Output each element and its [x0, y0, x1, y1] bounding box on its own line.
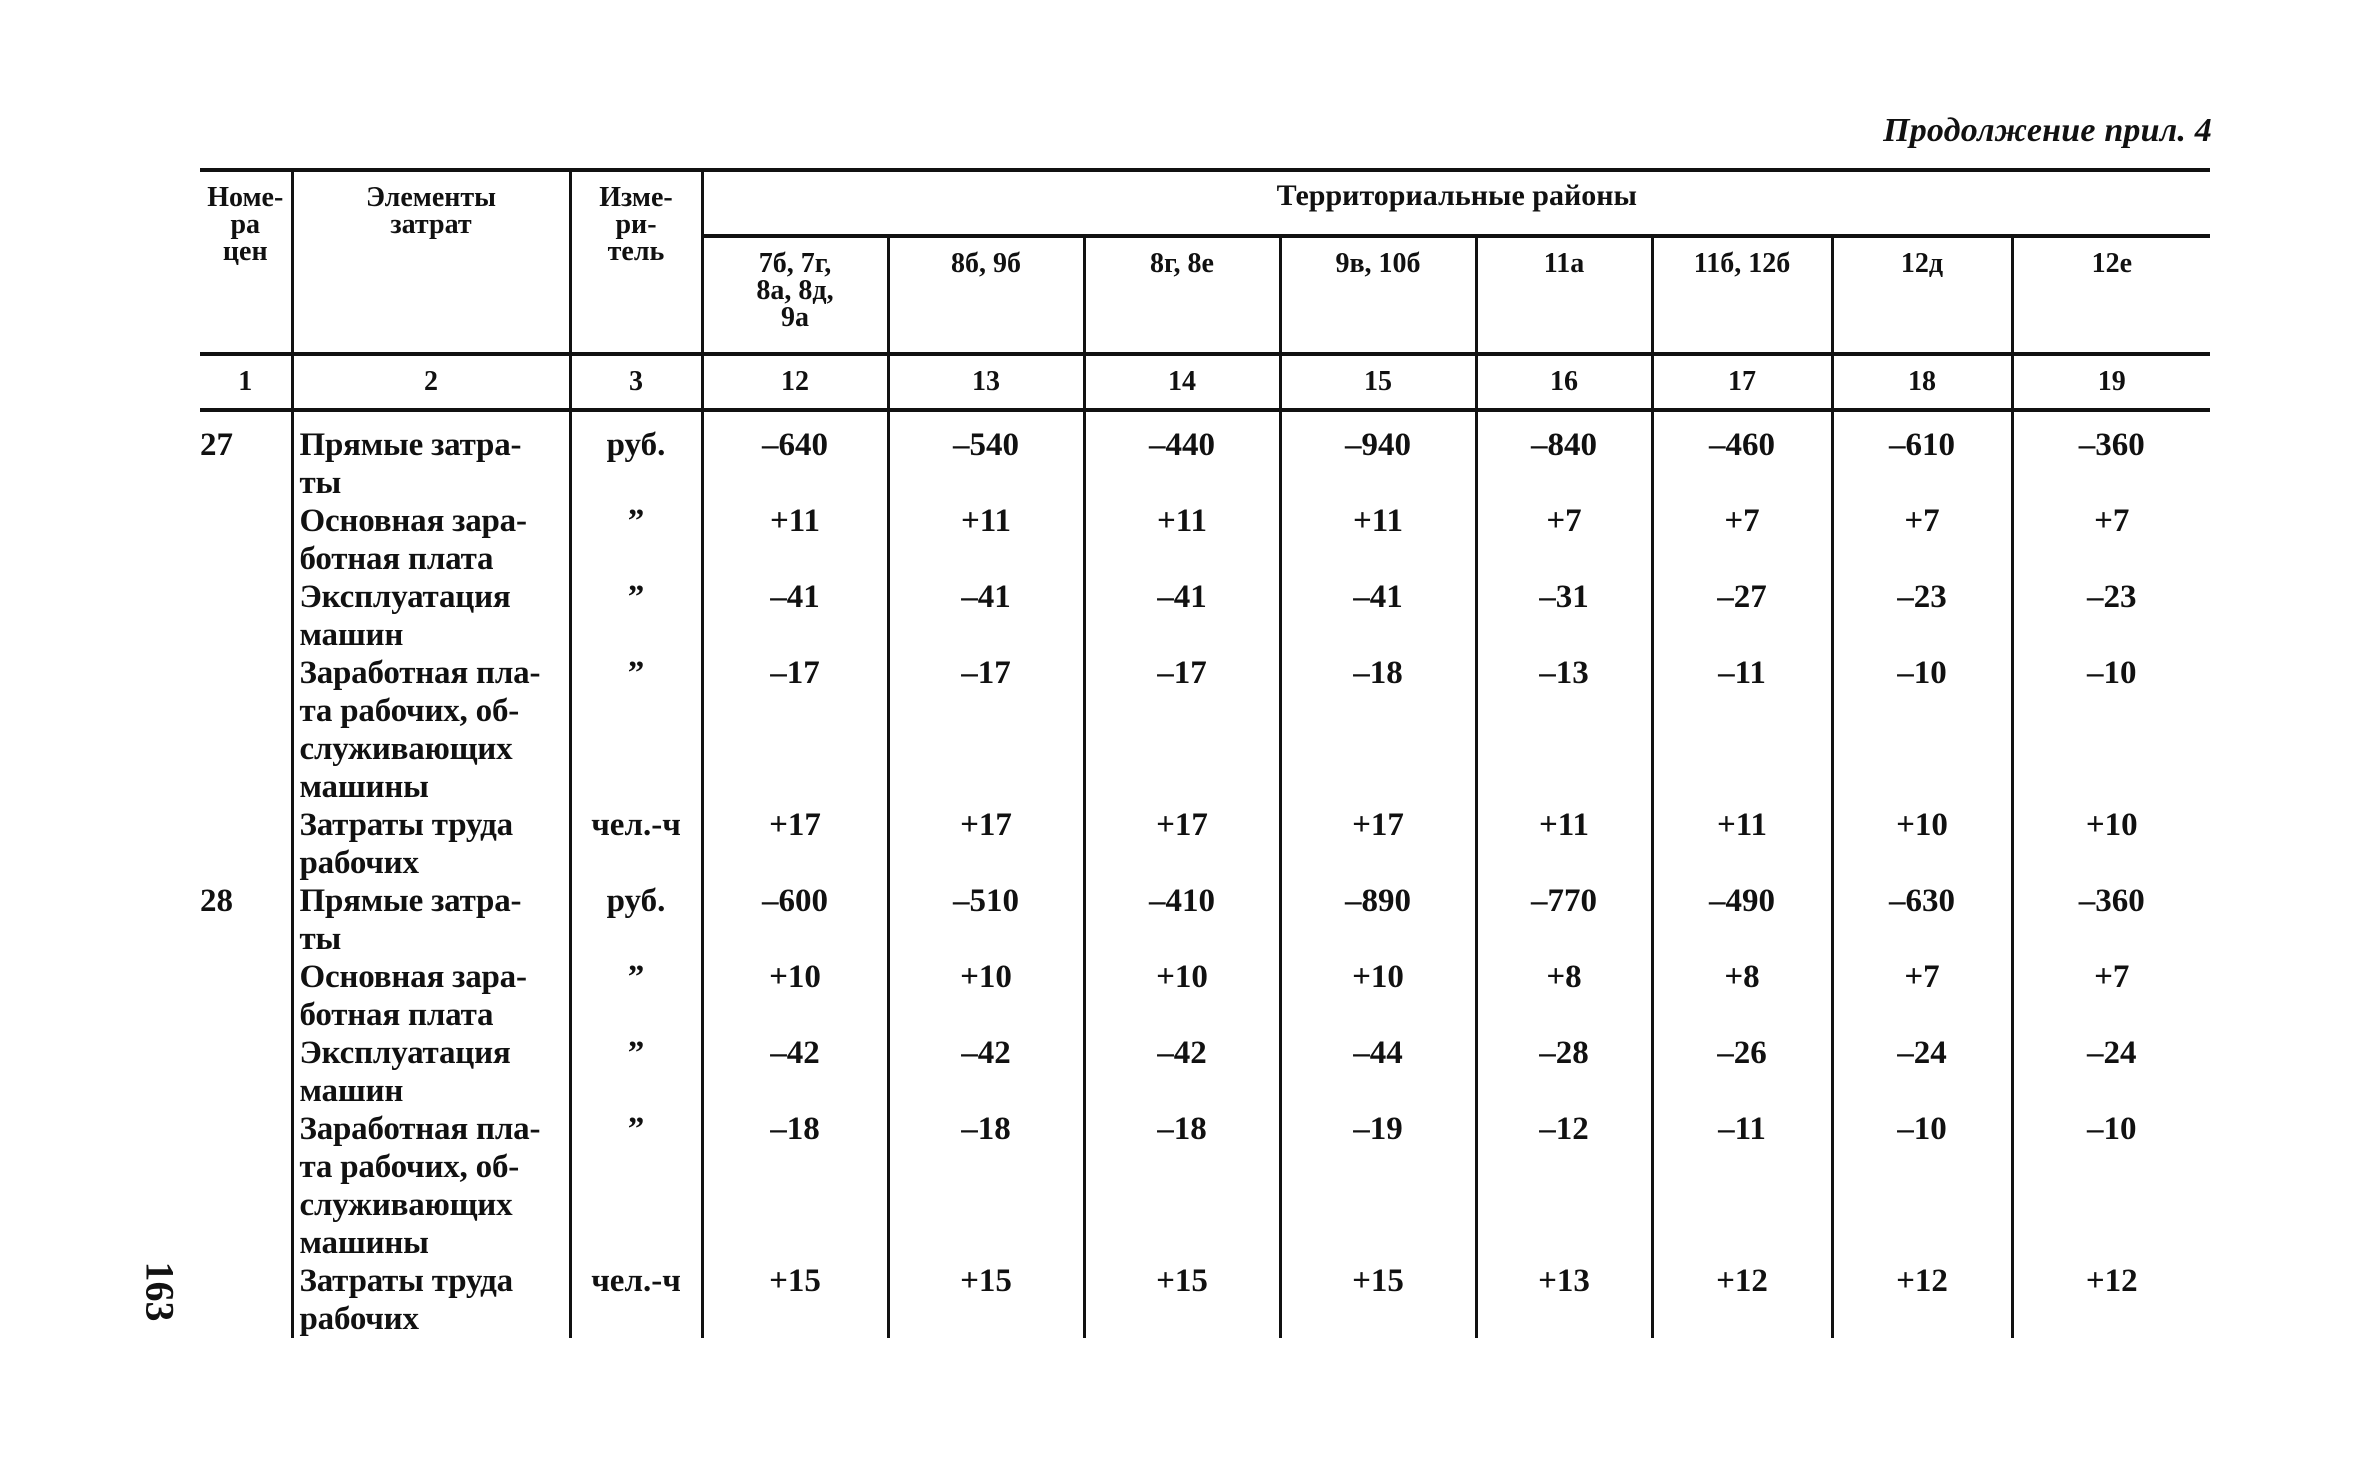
value-cell: –770 [1476, 882, 1652, 958]
value-cell: –940 [1280, 426, 1476, 502]
price-number-cell: 28 [200, 882, 292, 958]
value-cell: +7 [2094, 959, 2130, 995]
value-cell: +11 [1476, 806, 1652, 882]
value-cell: –600 [702, 882, 888, 958]
value-cell: –11 [1652, 1110, 1832, 1262]
header-number-cell: Номе- ра цен [200, 170, 292, 354]
value-cell: –18 [1280, 654, 1476, 806]
value-cell: –41 [702, 578, 888, 654]
table-row [200, 654, 2210, 806]
value-cell: –19 [1280, 1110, 1476, 1262]
price-number-cell [200, 578, 292, 654]
column-number-cell: 19 [2012, 354, 2210, 410]
value-cell: +7 [2094, 503, 2130, 539]
value-cell: +7 [1476, 502, 1652, 578]
unit-cell: чел.-ч [570, 806, 702, 882]
unit-cell: ” [570, 1110, 702, 1262]
unit-cell: чел.-ч [570, 1262, 702, 1338]
value-cell: –18 [888, 1110, 1084, 1262]
value-cell: +11 [1652, 806, 1832, 882]
value-cell: –17 [888, 654, 1084, 806]
table-row [200, 426, 2210, 502]
district-header-cell: 9в, 10б [1280, 236, 1476, 354]
price-number-cell [200, 654, 292, 806]
value-cell: –42 [1084, 1034, 1280, 1110]
value-cell: +17 [1084, 806, 1280, 882]
cost-element-cell: Основная зара- ботная плата [292, 958, 570, 1034]
value-cell: –44 [1280, 1034, 1476, 1110]
value-cell: –10 [1832, 654, 2012, 806]
value-cell: +13 [1476, 1262, 1652, 1338]
value-cell: +12 [1832, 1262, 2012, 1338]
unit-cell: ” [570, 958, 702, 1034]
value-cell: –31 [1476, 578, 1652, 654]
column-number-cell: 17 [1652, 354, 1832, 410]
value-cell: –10 [1832, 1110, 2012, 1262]
price-number-cell [200, 958, 292, 1034]
unit-cell: руб. [570, 426, 702, 502]
value-cell: +17 [1280, 806, 1476, 882]
column-number-cell: 18 [1832, 354, 2012, 410]
value-cell: –640 [702, 426, 888, 502]
column-number-cell: 13 [888, 354, 1084, 410]
cost-element-cell: Прямые затра- ты [292, 426, 570, 502]
value-cell: –24 [2087, 1035, 2137, 1071]
table-row [200, 1110, 2210, 1262]
cost-table [200, 168, 2210, 1338]
value-cell: –41 [1084, 578, 1280, 654]
value-cell: +15 [702, 1262, 888, 1338]
value-cell: –510 [888, 882, 1084, 958]
value-cell: +11 [1084, 502, 1280, 578]
district-header-cell: 11б, 12б [1652, 236, 1832, 354]
value-cell: –26 [1652, 1034, 1832, 1110]
price-number-cell [200, 806, 292, 882]
value-cell: –10 [2087, 1111, 2137, 1147]
value-cell: –42 [888, 1034, 1084, 1110]
column-number-cell: 14 [1084, 354, 1280, 410]
column-number-cell: 16 [1476, 354, 1652, 410]
column-number-cell: 1 [200, 354, 292, 410]
table-row [200, 806, 2210, 882]
page-number: 163 [137, 1261, 183, 1322]
cost-element-cell: Основная зара- ботная плата [292, 502, 570, 578]
territory-districts-header: Территориальные районы [702, 170, 2210, 236]
table-row [200, 958, 2210, 1034]
value-cell: –360 [2078, 883, 2145, 919]
value-cell: +15 [1280, 1262, 1476, 1338]
district-header-cell: 12д [1832, 236, 2012, 354]
value-cell: –840 [1476, 426, 1652, 502]
price-number-cell [200, 1262, 292, 1338]
district-header-cell: 8б, 9б [888, 236, 1084, 354]
district-header-cell: 7б, 7г, 8а, 8д, 9а [702, 236, 888, 354]
value-cell: +11 [702, 502, 888, 578]
value-cell: +15 [1084, 1262, 1280, 1338]
unit-cell: ” [570, 502, 702, 578]
value-cell: +10 [1832, 806, 2012, 882]
table-row [200, 882, 2210, 958]
cost-element-cell: Затраты труда рабочих [292, 806, 570, 882]
table-row [200, 1262, 2210, 1338]
value-cell: +10 [2085, 807, 2138, 843]
value-cell: –18 [702, 1110, 888, 1262]
value-cell: –490 [1652, 882, 1832, 958]
value-cell: –360 [2078, 427, 2145, 463]
value-cell: +7 [1832, 958, 2012, 1034]
table-row [200, 578, 2210, 654]
cost-element-cell: Эксплуатация машин [292, 1034, 570, 1110]
value-cell: –440 [1084, 426, 1280, 502]
value-cell: +10 [1084, 958, 1280, 1034]
value-cell: +17 [702, 806, 888, 882]
value-cell: –23 [1832, 578, 2012, 654]
value-cell: –410 [1084, 882, 1280, 958]
value-cell: +10 [1280, 958, 1476, 1034]
value-cell: –17 [702, 654, 888, 806]
column-number-cell: 12 [702, 354, 888, 410]
value-cell: –42 [702, 1034, 888, 1110]
table-row [200, 1034, 2210, 1110]
value-cell: –540 [888, 426, 1084, 502]
value-cell: –17 [1084, 654, 1280, 806]
cost-table-wrapper [200, 168, 2210, 1338]
price-number-cell [200, 502, 292, 578]
value-cell: –41 [1280, 578, 1476, 654]
unit-cell: ” [570, 1034, 702, 1110]
value-cell: –11 [1652, 654, 1832, 806]
value-cell: +12 [1652, 1262, 1832, 1338]
price-number-cell [200, 1110, 292, 1262]
value-cell: –12 [1476, 1110, 1652, 1262]
value-cell: +11 [888, 502, 1084, 578]
price-number-cell: 27 [200, 426, 292, 502]
cost-element-cell: Прямые затра- ты [292, 882, 570, 958]
value-cell: –890 [1280, 882, 1476, 958]
unit-cell: ” [570, 578, 702, 654]
table-row [200, 502, 2210, 578]
cost-element-cell: Заработная пла- та рабочих, об- служивающих машины [292, 1110, 570, 1262]
value-cell: +8 [1476, 958, 1652, 1034]
header-unit-cell: Изме- ри- тель [570, 170, 702, 354]
district-header-cell: 11а [1476, 236, 1652, 354]
value-cell: +8 [1652, 958, 1832, 1034]
unit-cell: руб. [570, 882, 702, 958]
column-number-cell: 3 [570, 354, 702, 410]
value-cell: –630 [1832, 882, 2012, 958]
value-cell: –27 [1652, 578, 1832, 654]
table-header [200, 170, 2210, 426]
district-header-cell: 8г, 8е [1084, 236, 1280, 354]
cost-element-cell: Заработная пла- та рабочих, об- служивающих машины [292, 654, 570, 806]
value-cell: –18 [1084, 1110, 1280, 1262]
value-cell: –23 [2087, 579, 2137, 615]
unit-cell: ” [570, 654, 702, 806]
value-cell: –24 [1832, 1034, 2012, 1110]
district-header-cell: 12е [2091, 248, 2132, 279]
column-number-cell: 15 [1280, 354, 1476, 410]
value-cell: +15 [888, 1262, 1084, 1338]
value-cell: –460 [1652, 426, 1832, 502]
price-number-cell [200, 1034, 292, 1110]
value-cell: –28 [1476, 1034, 1652, 1110]
value-cell: +12 [2085, 1263, 2138, 1299]
value-cell: –10 [2087, 655, 2137, 691]
value-cell: –610 [1832, 426, 2012, 502]
cost-element-cell: Эксплуатация машин [292, 578, 570, 654]
value-cell: +10 [888, 958, 1084, 1034]
value-cell: +17 [888, 806, 1084, 882]
value-cell: +7 [1652, 502, 1832, 578]
cost-element-cell: Затраты труда рабочих [292, 1262, 570, 1338]
value-cell: –41 [888, 578, 1084, 654]
value-cell: +11 [1280, 502, 1476, 578]
value-cell: +7 [1832, 502, 2012, 578]
column-number-cell: 2 [292, 354, 570, 410]
table-caption: Продолжение прил. 4 [1883, 112, 2212, 149]
header-elements-cell: Элементы затрат [292, 170, 570, 354]
value-cell: –13 [1476, 654, 1652, 806]
table-body [200, 426, 2210, 1338]
value-cell: +10 [702, 958, 888, 1034]
